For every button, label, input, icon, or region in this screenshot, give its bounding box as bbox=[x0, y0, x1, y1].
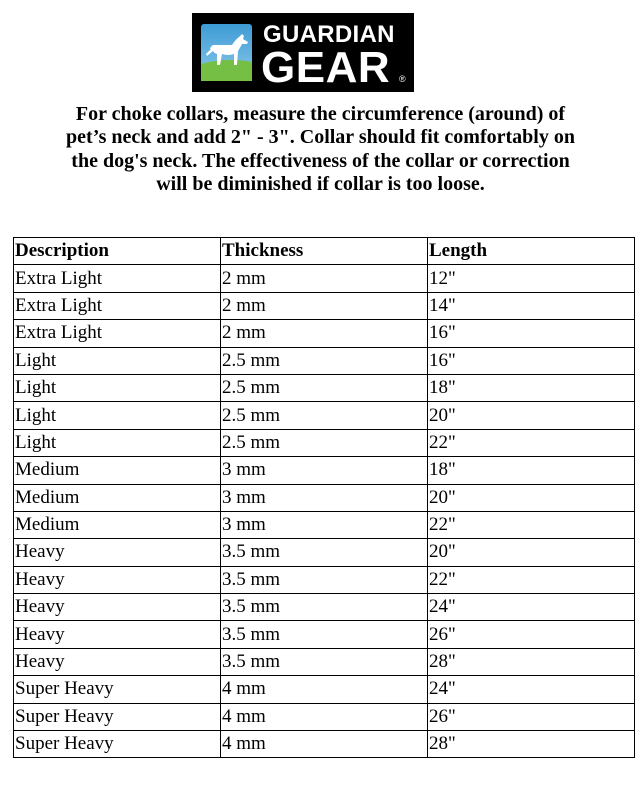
table-header-row bbox=[14, 238, 635, 265]
cell-description: Heavy bbox=[14, 566, 221, 593]
cell-description: Heavy bbox=[14, 539, 221, 566]
cell-thickness: 2.5 mm bbox=[221, 374, 428, 401]
cell-description: Heavy bbox=[14, 648, 221, 675]
table-row bbox=[14, 511, 635, 538]
logo-wordmark-bottom: GEAR bbox=[261, 43, 391, 92]
cell-length: 24" bbox=[428, 676, 635, 703]
table-row bbox=[14, 292, 635, 319]
column-header-thickness: Thickness bbox=[221, 238, 428, 265]
cell-thickness: 4 mm bbox=[221, 703, 428, 730]
cell-description: Light bbox=[14, 347, 221, 374]
cell-description: Light bbox=[14, 402, 221, 429]
cell-thickness: 2 mm bbox=[221, 292, 428, 319]
cell-description: Super Heavy bbox=[14, 703, 221, 730]
cell-description: Light bbox=[14, 374, 221, 401]
table-row bbox=[14, 402, 635, 429]
cell-description: Extra Light bbox=[14, 320, 221, 347]
cell-description: Medium bbox=[14, 484, 221, 511]
cell-length: 14" bbox=[428, 292, 635, 319]
cell-description: Extra Light bbox=[14, 292, 221, 319]
table-row bbox=[14, 648, 635, 675]
cell-thickness: 3.5 mm bbox=[221, 566, 428, 593]
collar-size-table bbox=[13, 237, 635, 758]
table-row bbox=[14, 566, 635, 593]
cell-length: 28" bbox=[428, 648, 635, 675]
cell-description: Super Heavy bbox=[14, 676, 221, 703]
table-row bbox=[14, 594, 635, 621]
table-row bbox=[14, 484, 635, 511]
cell-length: 20" bbox=[428, 402, 635, 429]
cell-length: 22" bbox=[428, 511, 635, 538]
cell-length: 24" bbox=[428, 594, 635, 621]
table-row bbox=[14, 621, 635, 648]
table-row bbox=[14, 703, 635, 730]
cell-thickness: 2.5 mm bbox=[221, 402, 428, 429]
instruction-line: pet’s neck and add 2" - 3". Collar should fit comfortably on bbox=[66, 126, 575, 149]
cell-thickness: 3 mm bbox=[221, 457, 428, 484]
table-row bbox=[14, 539, 635, 566]
cell-description: Super Heavy bbox=[14, 731, 221, 758]
table-row bbox=[14, 374, 635, 401]
cell-length: 22" bbox=[428, 429, 635, 456]
cell-length: 18" bbox=[428, 457, 635, 484]
cell-thickness: 3.5 mm bbox=[221, 648, 428, 675]
cell-thickness: 2.5 mm bbox=[221, 429, 428, 456]
table-row bbox=[14, 320, 635, 347]
cell-thickness: 3.5 mm bbox=[221, 539, 428, 566]
sizing-instructions bbox=[20, 103, 621, 196]
cell-length: 26" bbox=[428, 703, 635, 730]
table-row bbox=[14, 265, 635, 292]
cell-length: 20" bbox=[428, 539, 635, 566]
dog-icon bbox=[201, 24, 252, 81]
cell-description: Light bbox=[14, 429, 221, 456]
logo-wordmark-top: GUARDIAN bbox=[263, 21, 395, 48]
cell-description: Medium bbox=[14, 457, 221, 484]
cell-thickness: 4 mm bbox=[221, 676, 428, 703]
cell-description: Extra Light bbox=[14, 265, 221, 292]
cell-length: 26" bbox=[428, 621, 635, 648]
table-row bbox=[14, 676, 635, 703]
column-header-length: Length bbox=[428, 238, 635, 265]
cell-thickness: 3 mm bbox=[221, 511, 428, 538]
cell-thickness: 3.5 mm bbox=[221, 594, 428, 621]
table-row bbox=[14, 731, 635, 758]
cell-thickness: 2 mm bbox=[221, 265, 428, 292]
guardian-gear-logo bbox=[192, 13, 414, 92]
cell-thickness: 3.5 mm bbox=[221, 621, 428, 648]
cell-length: 16" bbox=[428, 347, 635, 374]
cell-thickness: 2 mm bbox=[221, 320, 428, 347]
cell-thickness: 3 mm bbox=[221, 484, 428, 511]
cell-description: Heavy bbox=[14, 594, 221, 621]
cell-length: 22" bbox=[428, 566, 635, 593]
cell-length: 28" bbox=[428, 731, 635, 758]
column-header-description: Description bbox=[14, 238, 221, 265]
cell-length: 18" bbox=[428, 374, 635, 401]
instruction-line: will be diminished if collar is too loose. bbox=[156, 172, 485, 195]
cell-description: Heavy bbox=[14, 621, 221, 648]
cell-length: 16" bbox=[428, 320, 635, 347]
cell-length: 20" bbox=[428, 484, 635, 511]
table-row bbox=[14, 457, 635, 484]
instruction-line: For choke collars, measure the circumference (around) of bbox=[75, 103, 566, 125]
cell-length: 12" bbox=[428, 265, 635, 292]
cell-thickness: 2.5 mm bbox=[221, 347, 428, 374]
instruction-line: the dog's neck. The effectiveness of the collar or correction bbox=[71, 149, 570, 172]
table-row bbox=[14, 429, 635, 456]
cell-description: Medium bbox=[14, 511, 221, 538]
table-row bbox=[14, 347, 635, 374]
cell-thickness: 4 mm bbox=[221, 731, 428, 758]
registered-mark: ® bbox=[399, 74, 406, 84]
